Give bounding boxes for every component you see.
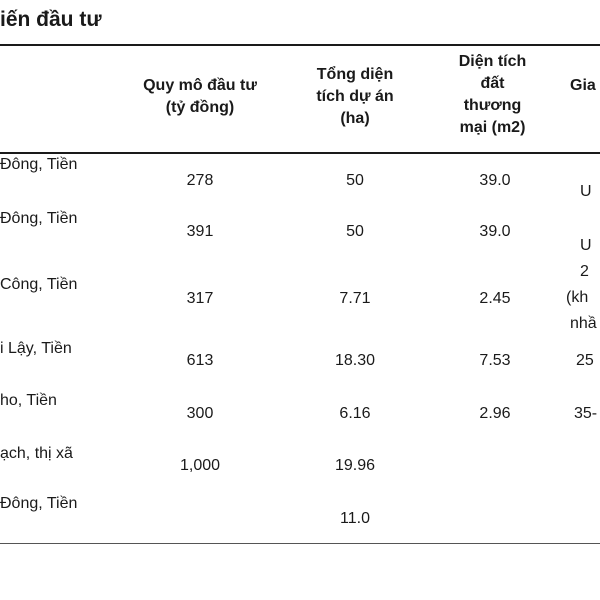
row-5-area: 6.16 <box>339 405 371 422</box>
table-top-rule <box>0 44 600 46</box>
row-3-scale: 317 <box>186 290 214 307</box>
row-6-area: 19.96 <box>334 457 376 474</box>
header-investment-scale: Quy mô đầu tư (tỷ đồng) <box>143 77 257 116</box>
row-1-scale: 278 <box>186 172 214 189</box>
price-fragment-6: 25 <box>576 352 594 369</box>
header-total-area: Tổng diện tích dự án (ha) <box>316 66 394 127</box>
price-fragment-3: 2 <box>580 263 589 280</box>
table-bottom-rule <box>0 543 600 544</box>
row-5-scale: 300 <box>186 405 214 422</box>
price-fragment-1: U <box>580 183 592 200</box>
row-5-land: 2.96 <box>479 405 511 422</box>
row-4-scale: 613 <box>186 352 214 369</box>
row-7-location: Đông, Tiền <box>0 495 78 512</box>
row-5-location: ho, Tiền <box>0 392 57 409</box>
row-1-land: 39.0 <box>479 172 511 189</box>
price-fragment-5: nhầ <box>570 315 597 332</box>
row-4-land: 7.53 <box>479 352 511 369</box>
header-price: Gia <box>570 77 596 94</box>
row-1-area: 50 <box>346 172 364 189</box>
price-fragment-2: U <box>580 237 592 254</box>
row-2-land: 39.0 <box>479 223 511 240</box>
row-2-location: Đông, Tiền <box>0 210 78 227</box>
row-4-location: i Lậy, Tiền <box>0 340 72 357</box>
row-6-location: ạch, thị xã <box>0 445 73 462</box>
page-title: iến đầu tư <box>0 8 102 31</box>
row-3-area: 7.71 <box>339 290 371 307</box>
row-6-scale: 1,000 <box>179 457 221 474</box>
price-fragment-7: 35- <box>574 405 598 422</box>
row-2-area: 50 <box>346 223 364 240</box>
row-4-area: 18.30 <box>334 352 376 369</box>
row-3-land: 2.45 <box>479 290 511 307</box>
row-1-location: Đông, Tiền <box>0 156 78 173</box>
header-commercial-land: Diện tích đất thương mại (m2) <box>458 53 527 136</box>
row-7-area: 11.0 <box>340 510 370 527</box>
price-fragment-4: (kh <box>566 289 589 306</box>
row-2-scale: 391 <box>186 223 214 240</box>
row-3-location: Công, Tiền <box>0 276 78 293</box>
header-rule <box>0 152 600 154</box>
